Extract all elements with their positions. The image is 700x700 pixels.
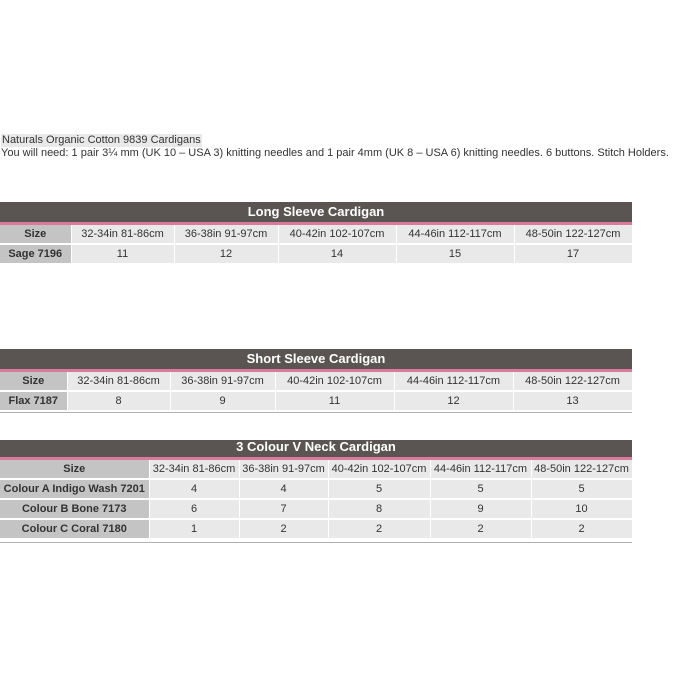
size-cell: 32-34in 81-86cm — [67, 372, 170, 391]
value-cell: 1 — [149, 519, 239, 539]
size-cell: 40-42in 102-107cm — [328, 460, 430, 479]
value-cell: 8 — [328, 499, 430, 519]
size-cell: 40-42in 102-107cm — [275, 372, 394, 391]
row-label: Colour C Coral 7180 — [0, 519, 149, 539]
long-sleeve-table — [0, 202, 632, 263]
value-cell: 4 — [149, 479, 239, 499]
table-row — [0, 391, 632, 410]
size-cell: 36-38in 91-97cm — [239, 460, 328, 479]
value-cell: 6 — [149, 499, 239, 519]
table-row — [0, 479, 632, 499]
table-title: Long Sleeve Cardigan — [0, 202, 632, 225]
row-label: Colour A Indigo Wash 7201 — [0, 479, 149, 499]
size-cell: 48-50in 122-127cm — [531, 460, 632, 479]
size-label: Size — [0, 460, 149, 479]
table-title: Short Sleeve Cardigan — [0, 349, 632, 372]
row-label: Sage 7196 — [0, 244, 71, 263]
value-cell: 8 — [67, 391, 170, 410]
size-cell: 40-42in 102-107cm — [278, 225, 396, 244]
value-cell: 9 — [430, 499, 531, 519]
size-cell: 36-38in 91-97cm — [174, 225, 278, 244]
value-cell: 5 — [430, 479, 531, 499]
value-cell: 17 — [514, 244, 632, 263]
table-row — [0, 244, 632, 263]
size-cell: 48-50in 122-127cm — [514, 225, 632, 244]
requirements-text: You will need: 1 pair 3¼ mm (UK 10 – USA 3) knitting needles and 1 pair 4mm (UK 8 – USA 6) knitting needles. 6 buttons. Stitch Holders. — [1, 147, 669, 159]
row-label: Colour B Bone 7173 — [0, 499, 149, 519]
value-cell: 9 — [170, 391, 275, 410]
value-cell: 12 — [394, 391, 513, 410]
size-cell: 44-46in 112-117cm — [430, 460, 531, 479]
table-divider — [0, 412, 632, 413]
size-cell: 32-34in 81-86cm — [149, 460, 239, 479]
value-cell: 5 — [531, 479, 632, 499]
size-label: Size — [0, 225, 71, 244]
value-cell: 10 — [531, 499, 632, 519]
value-cell: 11 — [71, 244, 174, 263]
value-cell: 11 — [275, 391, 394, 410]
value-cell: 14 — [278, 244, 396, 263]
size-row — [0, 372, 632, 391]
size-cell: 44-46in 112-117cm — [394, 372, 513, 391]
size-row — [0, 460, 632, 479]
value-cell: 2 — [430, 519, 531, 539]
value-cell: 13 — [513, 391, 632, 410]
size-cell: 32-34in 81-86cm — [71, 225, 174, 244]
value-cell: 2 — [239, 519, 328, 539]
value-cell: 7 — [239, 499, 328, 519]
value-cell: 5 — [328, 479, 430, 499]
value-cell: 12 — [174, 244, 278, 263]
product-title: Naturals Organic Cotton 9839 Cardigans — [2, 134, 201, 146]
size-cell: 48-50in 122-127cm — [513, 372, 632, 391]
size-row — [0, 225, 632, 244]
table-divider — [0, 542, 632, 543]
v-neck-table — [0, 440, 632, 543]
size-label: Size — [0, 372, 67, 391]
value-cell: 2 — [328, 519, 430, 539]
table-row — [0, 519, 632, 539]
size-cell: 44-46in 112-117cm — [396, 225, 514, 244]
table-row — [0, 499, 632, 519]
short-sleeve-table — [0, 349, 632, 413]
size-cell: 36-38in 91-97cm — [170, 372, 275, 391]
value-cell: 2 — [531, 519, 632, 539]
table-title: 3 Colour V Neck Cardigan — [0, 440, 632, 460]
value-cell: 4 — [239, 479, 328, 499]
row-label: Flax 7187 — [0, 391, 67, 410]
value-cell: 15 — [396, 244, 514, 263]
intro-text — [1, 134, 669, 160]
